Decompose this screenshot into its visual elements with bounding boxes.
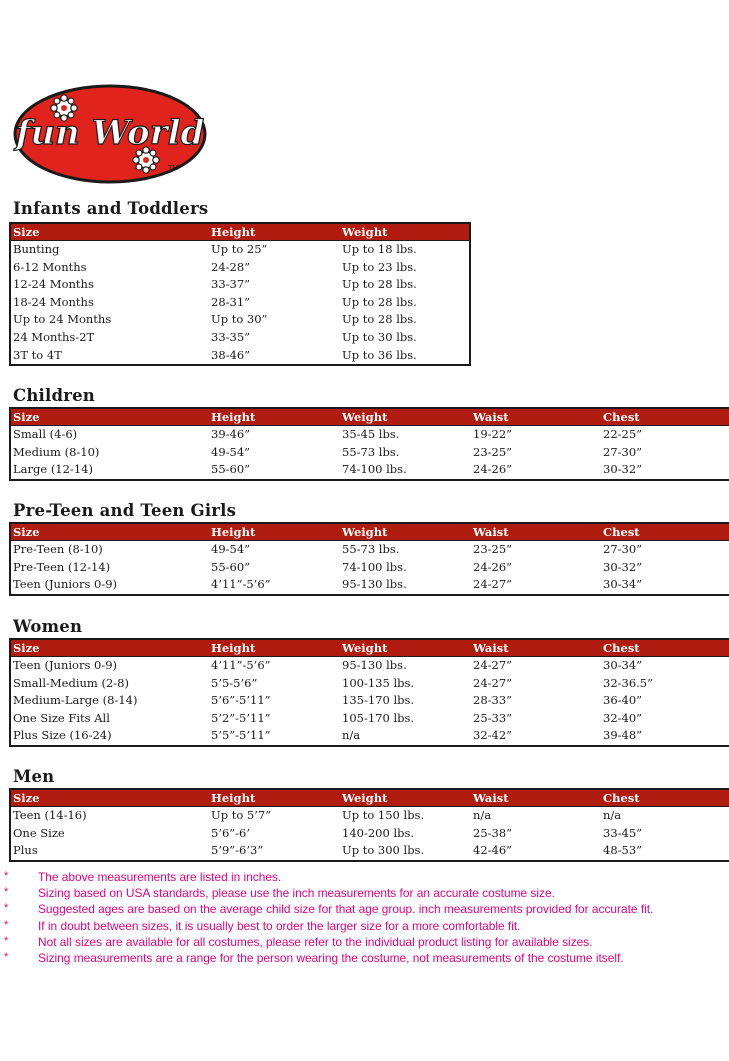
cell-size: Pre-Teen (8-10) <box>13 542 103 556</box>
cell-chest: 39-48” <box>603 728 643 743</box>
table-row <box>10 559 729 577</box>
table-row <box>10 692 729 710</box>
note-item <box>4 885 728 901</box>
cell-waist: 24-27” <box>473 658 513 672</box>
cell-weight: 105-170 lbs. <box>342 710 415 725</box>
cell-waist: 24-26” <box>473 462 513 477</box>
cell-chest: 30-34” <box>603 658 643 672</box>
cell-weight: 55-73 lbs. <box>342 542 400 556</box>
cell-waist: 24-27” <box>473 675 513 690</box>
cell-size: Teen (Juniors 0-9) <box>13 577 118 592</box>
column-header-height: Height <box>209 639 340 657</box>
cell-height: 5’6”-6’ <box>211 825 251 840</box>
cell-waist: 25-38” <box>473 825 513 840</box>
cell-size: Medium-Large (8-14) <box>13 693 138 708</box>
cell-height: 55-60” <box>211 462 251 477</box>
column-header-waist: Waist <box>471 789 601 807</box>
cell-size: One Size <box>13 825 65 840</box>
column-header-chest: Chest <box>601 408 729 426</box>
section-title-children: Children <box>13 386 95 405</box>
column-header-weight: Weight <box>340 639 471 657</box>
cell-waist: 32-42” <box>473 728 513 743</box>
cell-size: Small-Medium (2-8) <box>13 675 129 690</box>
cell-chest: 36-40” <box>603 693 643 708</box>
column-header-waist: Waist <box>471 523 601 541</box>
cell-waist: 23-25” <box>473 444 513 459</box>
cell-weight: Up to 150 lbs. <box>342 808 425 822</box>
cell-size: 3T to 4T <box>13 347 62 362</box>
column-header-chest: Chest <box>601 639 729 657</box>
cell-weight: 74-100 lbs. <box>342 462 407 477</box>
bullet-star: * <box>4 950 9 963</box>
table-row <box>10 675 729 693</box>
cell-height: 5’9”-6’3” <box>211 843 264 858</box>
column-header-size: Size <box>10 408 209 426</box>
cell-weight: Up to 300 lbs. <box>342 843 425 858</box>
cell-chest: n/a <box>603 808 622 822</box>
trademark-mark: TM <box>168 165 179 172</box>
cell-height: 5’6”-5’11” <box>211 693 271 708</box>
note-text: Suggested ages are based on the average child size for that age group. inch measurements provided for accurate fit. <box>38 902 654 917</box>
cell-waist: n/a <box>473 808 492 822</box>
cell-weight: 35-45 lbs. <box>342 427 400 441</box>
column-header-weight: Weight <box>340 223 470 241</box>
cell-height: 5’2”-5’11” <box>211 710 271 725</box>
note-text: Not all sizes are available for all costumes, please refer to the individual product listing for available sizes. <box>38 934 593 949</box>
cell-chest: 27-30” <box>603 444 643 459</box>
column-header-height: Height <box>209 223 340 241</box>
cell-size: Medium (8-10) <box>13 444 100 459</box>
cell-height: 5’5”-5’11” <box>211 728 271 743</box>
column-header-size: Size <box>10 789 209 807</box>
cell-height: 33-37” <box>211 277 251 292</box>
cell-weight: Up to 30 lbs. <box>342 329 417 344</box>
table-row <box>10 259 470 277</box>
table-header-row <box>10 789 729 807</box>
cell-chest: 48-53” <box>603 843 643 858</box>
logo-text: fun World <box>15 113 205 153</box>
table-row <box>10 294 470 312</box>
cell-waist: 19-22” <box>473 427 513 441</box>
cell-height: 28-31” <box>211 294 251 309</box>
column-header-size: Size <box>10 523 209 541</box>
cell-weight: Up to 28 lbs. <box>342 277 417 292</box>
cell-size: 18-24 Months <box>13 294 94 309</box>
cell-size: Pre-Teen (12-14) <box>13 559 111 574</box>
column-header-height: Height <box>209 523 340 541</box>
bullet-star: * <box>4 870 9 882</box>
cell-height: Up to 5’7” <box>211 808 272 822</box>
cell-weight: n/a <box>342 728 361 743</box>
cell-weight: 140-200 lbs. <box>342 825 415 840</box>
cell-weight: 100-135 lbs. <box>342 675 415 690</box>
table-header-row <box>10 408 729 426</box>
cell-weight: 55-73 lbs. <box>342 444 400 459</box>
table-row <box>10 276 470 294</box>
cell-height: 49-54” <box>211 542 251 556</box>
table-row <box>10 241 470 259</box>
table-row <box>10 807 729 825</box>
size-table-infants <box>9 222 471 366</box>
cell-size: Plus <box>13 843 38 858</box>
cell-chest: 30-34” <box>603 577 643 592</box>
cell-height: 39-46” <box>211 427 251 441</box>
note-item <box>4 950 728 966</box>
column-header-size: Size <box>10 223 209 241</box>
table-row <box>10 329 470 347</box>
table-row <box>10 444 729 462</box>
cell-chest: 33-45” <box>603 825 643 840</box>
column-header-size: Size <box>10 639 209 657</box>
size-table-men <box>9 788 729 862</box>
note-item <box>4 869 728 885</box>
cell-height: 4’11”-5’6” <box>211 658 271 672</box>
table-row <box>10 347 470 366</box>
cell-weight: 135-170 lbs. <box>342 693 415 708</box>
cell-height: 4’11”-5’6” <box>211 577 271 592</box>
cell-chest: 27-30” <box>603 542 643 556</box>
table-row <box>10 576 729 595</box>
cell-weight: Up to 18 lbs. <box>342 242 417 256</box>
cell-weight: Up to 28 lbs. <box>342 312 417 327</box>
cell-weight: 95-130 lbs. <box>342 577 407 592</box>
note-item <box>4 918 728 934</box>
cell-chest: 32-36.5” <box>603 675 654 690</box>
table-header-row <box>10 523 729 541</box>
size-table-women <box>9 638 729 747</box>
column-header-waist: Waist <box>471 408 601 426</box>
column-header-chest: Chest <box>601 789 729 807</box>
section-title-men: Men <box>13 767 55 786</box>
bullet-star: * <box>4 886 9 899</box>
cell-weight: Up to 23 lbs. <box>342 259 417 274</box>
column-header-weight: Weight <box>340 523 471 541</box>
note-text: The above measurements are listed in inches. <box>38 870 282 884</box>
cell-waist: 42-46” <box>473 843 513 858</box>
column-header-height: Height <box>209 789 340 807</box>
cell-size: Bunting <box>13 242 60 256</box>
cell-size: One Size Fits All <box>13 710 110 725</box>
table-row <box>10 541 729 559</box>
cell-size: Teen (14-16) <box>13 808 87 822</box>
cell-height: Up to 25” <box>211 242 268 256</box>
cell-height: 49-54” <box>211 444 251 459</box>
cell-height: 38-46” <box>211 347 251 362</box>
cell-chest: 22-25” <box>603 427 643 441</box>
table-row <box>10 842 729 861</box>
cell-size: Teen (Juniors 0-9) <box>13 658 118 672</box>
cell-waist: 25-33” <box>473 710 513 725</box>
cell-size: 12-24 Months <box>13 277 94 292</box>
cell-waist: 24-27” <box>473 577 513 592</box>
table-row <box>10 825 729 843</box>
table-row <box>10 426 729 444</box>
cell-chest: 30-32” <box>603 462 643 477</box>
note-text: Sizing based on USA standards, please use the inch measurements for an accurate costume size. <box>38 886 555 901</box>
note-text: Sizing measurements are a range for the person wearing the costume, not measurements of the costume itself. <box>38 950 624 965</box>
cell-waist: 28-33” <box>473 693 513 708</box>
cell-height: 33-35” <box>211 329 251 344</box>
note-item <box>4 901 728 917</box>
fun-world-logo <box>12 84 208 188</box>
table-row <box>10 657 729 675</box>
table-header-row <box>10 639 729 657</box>
column-header-weight: Weight <box>340 789 471 807</box>
cell-size: Large (12-14) <box>13 462 93 477</box>
cell-height: 5’5-5’6” <box>211 675 258 690</box>
cell-weight: 95-130 lbs. <box>342 658 407 672</box>
table-row <box>10 727 729 746</box>
sizing-notes <box>4 869 728 966</box>
cell-size: 6-12 Months <box>13 259 87 274</box>
cell-chest: 30-32” <box>603 559 643 574</box>
table-header-row <box>10 223 470 241</box>
section-title-women: Women <box>13 617 83 636</box>
cell-waist: 24-26” <box>473 559 513 574</box>
column-header-height: Height <box>209 408 340 426</box>
cell-weight: 74-100 lbs. <box>342 559 407 574</box>
cell-weight: Up to 36 lbs. <box>342 347 417 362</box>
table-row <box>10 311 470 329</box>
cell-waist: 23-25” <box>473 542 513 556</box>
section-title-infants: Infants and Toddlers <box>13 199 209 218</box>
cell-size: Small (4-6) <box>13 427 78 441</box>
cell-size: 24 Months-2T <box>13 329 95 344</box>
cell-height: Up to 30” <box>211 312 268 327</box>
bullet-star: * <box>4 902 9 915</box>
column-header-chest: Chest <box>601 523 729 541</box>
column-header-waist: Waist <box>471 639 601 657</box>
cell-size: Plus Size (16-24) <box>13 728 112 743</box>
section-title-teen: Pre-Teen and Teen Girls <box>13 501 237 520</box>
bullet-star: * <box>4 934 9 947</box>
cell-height: 24-28” <box>211 259 251 274</box>
cell-size: Up to 24 Months <box>13 312 112 327</box>
cell-height: 55-60” <box>211 559 251 574</box>
note-item <box>4 934 728 950</box>
table-row <box>10 710 729 728</box>
cell-chest: 32-40” <box>603 710 643 725</box>
bullet-star: * <box>4 918 9 931</box>
column-header-weight: Weight <box>340 408 471 426</box>
table-row <box>10 461 729 480</box>
note-text: If in doubt between sizes, it is usually best to order the larger size for a more comfortable fit. <box>38 918 521 933</box>
size-table-children <box>9 407 729 481</box>
cell-weight: Up to 28 lbs. <box>342 294 417 309</box>
size-table-teen <box>9 522 729 596</box>
